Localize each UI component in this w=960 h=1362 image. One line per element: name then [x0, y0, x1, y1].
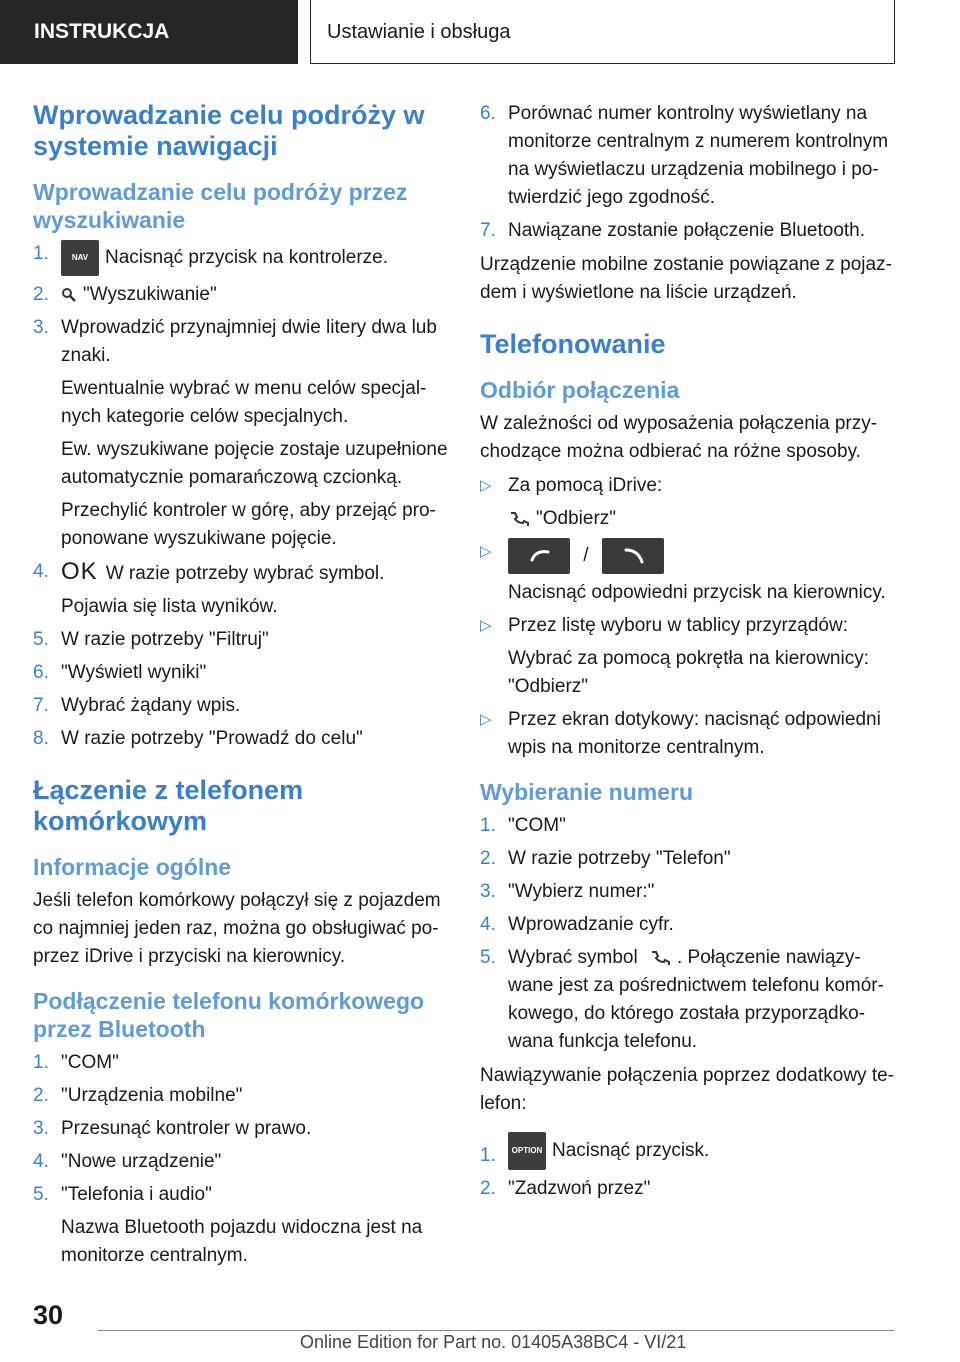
- list-item: [33, 1148, 451, 1176]
- general-info-text: Jeśli telefon komórkowy połączył się z pojazdem co najmniej jeden raz, można go obsługiwać po-przez iDrive i przyciski na kierownicy.: [33, 890, 441, 967]
- step-text: Wybrać żądany wpis.: [61, 695, 241, 716]
- step-number: 2.: [33, 1085, 49, 1106]
- step-text: Wybrać symbol: [508, 947, 638, 968]
- bullet-note: Wybrać za pomocą pokrętła na kierownicy: "Odbierz": [508, 648, 869, 697]
- heading-phone-connect: Łączenie z telefonem komórkowym: [33, 775, 304, 836]
- list-item: [33, 1115, 451, 1143]
- step-text: Nacisnąć przycisk na kontrolerze.: [105, 247, 388, 269]
- step-number: 6.: [33, 662, 49, 683]
- bullet-subtext: "Odbierz": [536, 508, 617, 529]
- list-item: [480, 878, 898, 906]
- step-number: 5.: [480, 947, 496, 968]
- bullet-note: Nacisnąć odpowiedni przycisk na kierownicy.: [508, 582, 886, 603]
- step-number: 2.: [480, 848, 496, 869]
- step-number: 2.: [33, 284, 49, 305]
- bullet-icon: ▷: [480, 711, 492, 728]
- step-number: 3.: [33, 1118, 49, 1139]
- list-item: [480, 911, 898, 939]
- bullet-icon: ▷: [480, 477, 492, 494]
- step-note: Pojawia się lista wyników.: [61, 596, 278, 617]
- step-note: Nazwa Bluetooth pojazdu widoczna jest na monitorze centralnym.: [61, 1217, 423, 1266]
- heading-nav-destination: Wprowadzanie celu podróży w systemie nawigacji: [33, 100, 425, 161]
- option-button-icon: OPTION: [508, 1132, 546, 1170]
- step-note: Przechylić kontroler w górę, aby przejąć pro-ponowane wyszukiwane pojęcie.: [61, 500, 436, 549]
- bullet-icon: ▷: [480, 617, 492, 634]
- list-item: [33, 1181, 451, 1209]
- step-number: 5.: [33, 1184, 49, 1205]
- separator: /: [583, 545, 589, 567]
- step-text: "COM": [508, 815, 566, 836]
- nav-button-icon: NAV: [61, 240, 99, 276]
- step-text: W razie potrzeby "Prowadź do celu": [61, 728, 363, 749]
- step-text: W razie potrzeby wybrać symbol.: [105, 563, 385, 584]
- list-item: [33, 1049, 451, 1077]
- step-number: 1.: [480, 815, 496, 836]
- list-item: [33, 1082, 451, 1110]
- step-text: W razie potrzeby "Telefon": [508, 848, 731, 869]
- heading-general-info: Informacje ogólne: [33, 854, 232, 880]
- list-item: [480, 472, 898, 500]
- phone-icon: [649, 950, 671, 966]
- step-number: 1.: [33, 243, 49, 264]
- ok-symbol-icon: OK: [61, 558, 98, 585]
- list-item: [480, 812, 898, 840]
- step-number: 5.: [33, 629, 49, 650]
- footer-divider: [98, 1330, 894, 1331]
- left-column: [33, 100, 451, 1275]
- step-text: Wprowadzanie cyfr.: [508, 914, 674, 935]
- header-chapter: Ustawianie i obsługa: [310, 0, 895, 64]
- list-item: [480, 944, 898, 1056]
- step-note: Ew. wyszukiwane pojęcie zostaje uzupełnione automatycznie pomarańczową czcionką.: [61, 439, 448, 488]
- step-text: Nacisnąć przycisk.: [552, 1140, 710, 1162]
- step-text: Porównać numer kontrolny wyświetlany na monitorze centralnym z numerem kontrolnym na wyświetlaczu urządzenia mobilnego i po-twierdzić jego zgodność.: [508, 103, 889, 208]
- heading-bluetooth: Podłączenie telefonu komórkowego przez Bluetooth: [33, 988, 425, 1042]
- step-text: Przesunąć kontroler w prawo.: [61, 1118, 312, 1139]
- list-item: [33, 692, 451, 720]
- step-number: 4.: [33, 1151, 49, 1172]
- step-text: "Wyszukiwanie": [83, 284, 217, 305]
- step-number: 6.: [480, 103, 496, 124]
- phone-icon: [508, 511, 530, 527]
- list-item: [480, 217, 898, 245]
- list-item: [480, 1132, 898, 1170]
- step-number: 3.: [33, 317, 49, 338]
- step-text: "Wyświetl wyniki": [61, 662, 207, 683]
- bullet-note: [508, 505, 898, 533]
- step-text: "COM": [61, 1052, 119, 1073]
- step-text: "Zadzwoń przez": [508, 1178, 651, 1199]
- step-number: 7.: [33, 695, 49, 716]
- bluetooth-result-text: Urządzenie mobilne zostanie powiązane z pojaz-dem i wyświetlone na liście urządzeń.: [480, 254, 892, 303]
- header-section: INSTRUKCJA: [0, 0, 298, 64]
- list-item: [33, 558, 451, 588]
- step-number: 7.: [480, 220, 496, 241]
- extra-phone-text: Nawiązywanie połączenia poprzez dodatkowy te-lefon:: [480, 1065, 895, 1114]
- bullet-text: Przez listę wyboru w tablicy przyrządów:: [508, 615, 848, 636]
- list-item: [480, 706, 898, 762]
- list-item: [480, 538, 898, 574]
- receive-text: W zależności od wyposażenia połączenia przy-chodzące można odbierać na różne sposoby.: [480, 413, 878, 462]
- bullet-icon: ▷: [480, 543, 492, 560]
- step-note: Ewentualnie wybrać w menu celów specjal-nych kategorie celów specjalnych.: [61, 378, 427, 427]
- list-item: [33, 281, 451, 309]
- step-number: 3.: [480, 881, 496, 902]
- step-text: "Wybierz numer:": [508, 881, 655, 902]
- list-item: [480, 100, 898, 212]
- right-column: [480, 100, 898, 1208]
- accept-call-button-icon: [508, 538, 570, 574]
- step-text: "Nowe urządzenie": [61, 1151, 222, 1172]
- step-number: 4.: [480, 914, 496, 935]
- list-item: [480, 845, 898, 873]
- list-item: [33, 240, 451, 276]
- bullet-text: Za pomocą iDrive:: [508, 475, 663, 496]
- step-text: . Połączenie nawiązy-wane jest za pośrednictwem telefonu komór-kowego, do którego została przyporządko-wana funkcja telefonu.: [508, 947, 884, 1052]
- list-item: [480, 612, 898, 640]
- step-text: "Urządzenia mobilne": [61, 1085, 243, 1106]
- step-text: W razie potrzeby "Filtruj": [61, 629, 269, 650]
- step-number: 8.: [33, 728, 49, 749]
- list-item: [480, 1175, 898, 1203]
- step-number: 2.: [480, 1178, 496, 1199]
- heading-dial-number: Wybieranie numeru: [480, 779, 694, 805]
- step-number: 1.: [33, 1052, 49, 1073]
- step-text: Nawiązane zostanie połączenie Bluetooth.: [508, 220, 866, 241]
- step-number: 4.: [33, 561, 49, 582]
- step-text: "Telefonia i audio": [61, 1184, 212, 1205]
- heading-calling: Telefonowanie: [480, 329, 666, 359]
- list-item: [33, 725, 451, 753]
- end-call-button-icon: [602, 538, 664, 574]
- bullet-text: Przez ekran dotykowy: nacisnąć odpowiedni wpis na monitorze centralnym.: [508, 709, 881, 758]
- step-text: Wprowadzić przynajmniej dwie litery dwa lub znaki.: [61, 317, 437, 366]
- search-icon: [61, 287, 77, 303]
- page-number: 30: [33, 1300, 64, 1330]
- heading-receive-call: Odbiór połączenia: [480, 377, 680, 403]
- footer-edition: Online Edition for Part no. 01405A38BC4 - VI/21: [300, 1332, 687, 1352]
- list-item: [33, 626, 451, 654]
- list-item: [33, 314, 451, 370]
- list-item: [33, 659, 451, 687]
- step-number: 1.: [480, 1145, 496, 1166]
- heading-search-destination: Wprowadzanie celu podróży przez wyszukiwanie: [33, 179, 408, 233]
